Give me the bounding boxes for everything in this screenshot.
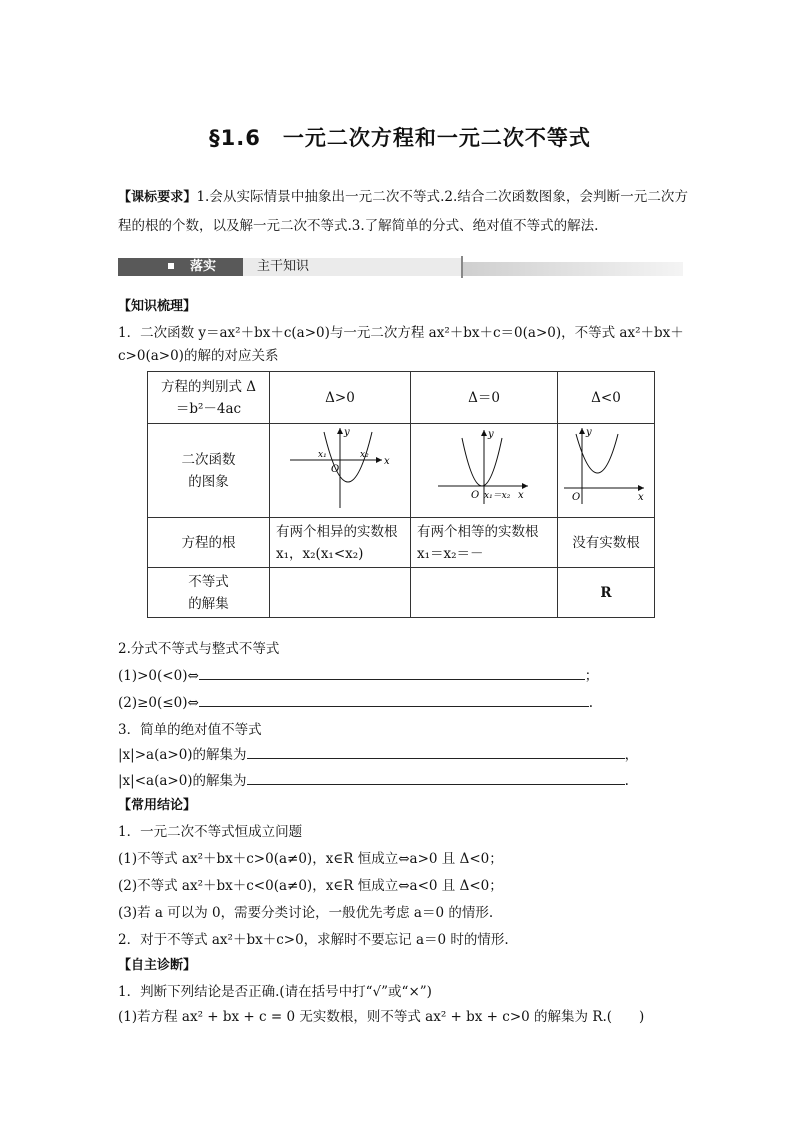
- knowledge-item3: 3．简单的绝对值不等式: [118, 722, 262, 738]
- svg-text:x: x: [518, 490, 524, 501]
- knowledge-item1-line1: 1．二次函数 y＝ax²＋bx＋c(a>0)与一元二次方程 ax²＋bx＋c＝0(a>0)，不等式 ax²＋bx＋: [118, 325, 684, 341]
- svg-text:x₁＝x₂: x₁＝x₂: [484, 491, 511, 501]
- conclusion-1b: (2)不等式 ax²＋bx＋c<0(a≠0)，x∈R 恒成立⇔a<0 且 Δ<0；: [118, 878, 503, 894]
- roots-none: 没有实数根: [558, 518, 655, 568]
- header-delta-zero: Δ＝0: [411, 372, 558, 424]
- knowledge-item2-a: (1)>0(<0)⇔ ；: [118, 665, 598, 687]
- requirements-text: 1.会从实际情景中抽象出一元二次不等式.2.结合二次函数图象，会判断一元二次方程的根的个数，以及解一元二次不等式.3.了解简单的分式、绝对值不等式的解法.: [118, 189, 688, 234]
- conclusion-1c: (3)若 a 可以为 0，需要分类讨论，一般优先考虑 a＝0 的情形.: [118, 905, 494, 921]
- relation-table: [147, 371, 655, 618]
- graph-label-cell: 二次函数 的图象: [148, 424, 270, 518]
- svg-text:y: y: [344, 427, 350, 438]
- banner-right-label: 主干知识: [257, 259, 310, 274]
- roots-two-distinct: 有两个相异的实数根 x₁，x₂(x₁<x₂): [270, 518, 411, 568]
- solution-two-roots-empty: [270, 568, 411, 618]
- parabola-one-root-graph: [424, 424, 544, 510]
- solution-one-root-empty: [411, 568, 558, 618]
- header-delta-positive: Δ>0: [270, 372, 411, 424]
- conclusion-1: 1．一元二次不等式恒成立问题: [118, 824, 303, 840]
- diagnosis-q1-1: (1)若方程 ax² + bx + c = 0 无实数根，则不等式 ax² + bx + c>0 的解集为 R.( ): [118, 1009, 645, 1025]
- svg-text:x: x: [384, 456, 390, 467]
- svg-text:x: x: [638, 492, 644, 503]
- solution-label-cell: 不等式 的解集: [148, 568, 270, 618]
- banner-gradient: [463, 262, 683, 276]
- fill-blank[interactable]: [247, 770, 625, 785]
- graph-one-root: [411, 424, 558, 518]
- roots-two-equal: 有两个相等的实数根 x₁＝x₂＝－: [411, 518, 558, 568]
- roots-label-cell: 方程的根: [148, 518, 270, 568]
- fill-blank[interactable]: [199, 665, 585, 680]
- svg-text:x₁: x₁: [318, 450, 327, 460]
- banner-left-label: 落实: [190, 259, 217, 274]
- svg-text:y: y: [586, 427, 592, 438]
- conclusion-1a: (1)不等式 ax²＋bx＋c>0(a≠0)，x∈R 恒成立⇔a>0 且 Δ<0；: [118, 851, 503, 867]
- header-delta-negative: Δ<0: [558, 372, 655, 424]
- graph-no-root: [558, 424, 655, 518]
- knowledge-heading: 【知识梳理】: [118, 299, 197, 314]
- requirements-paragraph: [118, 183, 688, 240]
- knowledge-item1-line2: c>0(a>0)的解的对应关系: [118, 348, 279, 364]
- svg-text:y: y: [488, 429, 494, 440]
- section-banner: [118, 256, 683, 278]
- svg-text:x₂: x₂: [360, 450, 369, 460]
- fill-blank[interactable]: [199, 692, 589, 707]
- diagnosis-q1: 1．判断下列结论是否正确.(请在括号中打“√”或“×”): [118, 984, 432, 1000]
- discriminant-cell: 方程的判别式 Δ ＝b²－4ac: [148, 372, 270, 424]
- conclusion-2: 2．对于不等式 ax²＋bx＋c>0，求解时不要忘记 a＝0 时的情形.: [118, 932, 509, 948]
- solution-no-root: R: [558, 568, 655, 618]
- knowledge-item3-a: |x|>a(a>0)的解集为 ，: [118, 744, 638, 766]
- knowledge-item2-b: (2)≥0(≤0)⇔ .: [118, 692, 593, 714]
- conclusions-heading: 【常用结论】: [118, 798, 197, 813]
- parabola-two-roots-graph: [280, 424, 400, 510]
- requirements-label: 【课标要求】: [118, 190, 197, 205]
- page-title: §1.6 一元二次方程和一元二次不等式: [209, 126, 591, 150]
- svg-text:O: O: [331, 464, 340, 475]
- svg-text:O: O: [572, 492, 581, 503]
- parabola-no-root-graph: [560, 424, 652, 510]
- knowledge-item3-b: |x|<a(a>0)的解集为 .: [118, 770, 629, 792]
- square-bullet-icon: [168, 263, 174, 269]
- knowledge-item2: 2.分式不等式与整式不等式: [118, 641, 280, 657]
- graph-two-roots: [270, 424, 411, 518]
- svg-text:O: O: [471, 490, 480, 501]
- diagnosis-heading: 【自主诊断】: [118, 958, 197, 973]
- fill-blank[interactable]: [247, 744, 625, 759]
